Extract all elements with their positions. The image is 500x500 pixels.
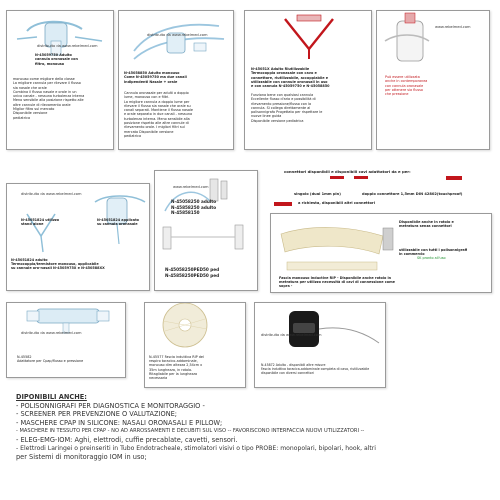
connector-image bbox=[155, 217, 258, 267]
connector-red-icons bbox=[268, 174, 494, 188]
connector-double: doppio connettore 1,5mm DIN 42802(touchproof) bbox=[362, 192, 463, 196]
product-code: N-45051X Adulto Riutilizzabile Termocoppia oronasale con cavo e connettore, riutilizzabile, accoppiabile e utilizzabile con cannule oronasali in uso e con cannula N-45059750 e N-45058850 bbox=[251, 67, 330, 89]
standalone-label: N-45051824 utilizzo stand alone bbox=[21, 218, 60, 227]
sk-ready-note: SK pronto all'uso bbox=[417, 256, 446, 260]
product-card-n45058250 bbox=[154, 170, 258, 291]
product-card-n45582 bbox=[6, 302, 126, 378]
list-item: - Elettrodi Laringei o preinseriti in Tubo Endotracheale, stimolatori visivi o tipo PROBE: monopolari, bipolari, hook, altri bbox=[16, 444, 376, 452]
product-card-n45051x bbox=[244, 10, 372, 150]
section-title: DIPONIBILI ANCHE: bbox=[16, 393, 87, 401]
product-codes: N-45058250 adulto N-45858250 adulto N-45858150 bbox=[171, 199, 217, 216]
dual-lumen-cannula-image bbox=[119, 11, 234, 71]
connector-single: singolo (dual 1mm pin) bbox=[294, 192, 341, 196]
watermark: distribuito da www.rebelmed.com bbox=[37, 44, 98, 48]
product-description: monouso come migliore della classe La migliore cannula per rilevare il flusso sia nasale che orale Combina il flusso nasale e orale in un unico canale - nessuna turbolenza interna Meno sensibile alla posizione rispetto alle altre cannule di rilevamento orale Miglior filtro sul mercato Disponibile versione pediatrica bbox=[13, 77, 85, 120]
compatibility-note: utilizzabile con tutti i polisonnigrafi in commercio bbox=[399, 248, 468, 257]
list-item: - MASCHERE IN TESSUTO PER CPAP - NO AD ARROSSAMENTI E DECUBITI SUL VISO -- FAVORISCONO INTERFACCIA NUOVI UTILIZZATORI -- bbox=[16, 428, 365, 435]
watermark: www.rebelmed.com bbox=[435, 25, 471, 29]
product-card-n45872 bbox=[254, 302, 386, 388]
also-available-section bbox=[16, 393, 492, 462]
product-description: Cannula oronasale per adulti a doppio lume, monouso con e filtri. La migliore cannula a doppio lume per rilevare il flusso sia nasale che orale su canali separati. Mantiene il flusso nasale e orale separato in due canali - nessuna turbolenza interna. Meno sensibile alla posizione rispetto alle altre cannule di rilevamento orale. I migliori filtri sul mercato Disponibile versione pediatrica bbox=[124, 91, 193, 138]
list-item: - POLISONNIGRAFI PER DIAGNOSTICA E MONITORAGGIO - bbox=[16, 401, 205, 410]
thermocouple-image bbox=[245, 11, 372, 61]
connector-line-3: a richiesta, disponibili altri connettori bbox=[298, 201, 375, 205]
product-code: N-45059750 Adulto cannula oronasale con filtro, monouso bbox=[35, 53, 78, 66]
connector-info bbox=[268, 170, 494, 210]
watermark: distribuito da www.rebelmed.com bbox=[21, 331, 82, 335]
cpap-adapter-image bbox=[7, 303, 126, 343]
connector-line-1: connettori disponibili e disponibili cavi adattatori da e per: bbox=[284, 169, 411, 174]
product-card-n45058850 bbox=[118, 10, 234, 150]
product-card-n45051824 bbox=[6, 183, 150, 291]
product-code: N-45058850 Adulto monouso Come N-45059750 ma due canali indipendenti Nasale + orale bbox=[124, 71, 187, 84]
product-card-n45059750 bbox=[6, 10, 114, 150]
product-description: Funziona bene con qualsiasi cannula Eccellente flusso d'aria e possibilità di rilevamento pressione/flusso con la cannula. Si collega direttamente al polisonnigrafo Progettato per rispettare le nuove linee guida Disponibile versione pediatrica bbox=[251, 93, 323, 123]
belt-roll-image bbox=[145, 303, 246, 359]
product-description: N-45577 Fascia induttiva RIP del respiro toracico-addominale, monouso dim altezza 2,54cm x 35m lunghezza, in rotolo. Ritagliabile per la lunghezza necessaria bbox=[149, 355, 204, 381]
usage-note: Può essere utilizzata anche in contemporanea con cannula oronasale per ottenere sia flusso che pressione bbox=[385, 75, 428, 97]
combined-sensor-image bbox=[377, 11, 490, 81]
watermark: www.rebelmed.com bbox=[173, 185, 209, 189]
list-item: - MASCHERE CPAP IN SILICONE: NASALI ORONASALI E PILLOW; bbox=[16, 418, 223, 427]
watermark: distribuito da www.rebelmed.com bbox=[21, 192, 82, 196]
list-item: per Sistemi di monitoraggio IOM in uso; bbox=[16, 453, 147, 462]
list-item: - ELEG-EMG-IOM: Aghi, elettrodi, cuffie precablate, cavetti, sensori. bbox=[16, 435, 238, 444]
product-card-n45577 bbox=[144, 302, 246, 388]
product-description: N-45582 Adattatore per Cpap/flusso e pressione bbox=[17, 355, 84, 364]
product-card-rip-belt bbox=[270, 213, 492, 293]
product-card-combined bbox=[376, 10, 490, 150]
product-description: N-45872 Adulto - disponibili altre misure Fascia induttiva toracica-addominale completa di cavo, riutilizzabile disponibile con diversi connettori bbox=[261, 363, 370, 376]
product-description: Fascia monouso Inductive RIP - Disponibile anche rotolo in metratura per utilizzo necessità di cavi di connessione come sopra - bbox=[279, 276, 395, 289]
pediatric-codes: N-45058250PED50 ped N-45858250PED50 ped bbox=[165, 267, 220, 278]
list-item: - SCREENER PER PREVENZIONE O VALUTAZIONE; bbox=[16, 410, 178, 419]
applied-label: N-45051824 applicato su cannula oronasale bbox=[97, 218, 140, 227]
watermark: distribuito da www.rebelmed.com bbox=[261, 333, 322, 337]
product-description: N-45051824 adulto Termocoppia/termistore monouso, applicabile su cannule oro-nasali N-4505975X e N-450588XX bbox=[11, 258, 105, 271]
watermark: distribuito da www.rebelmed.com bbox=[147, 33, 208, 37]
roll-note: Disponibile anche in rotolo e metratura senza connettori bbox=[399, 220, 454, 229]
